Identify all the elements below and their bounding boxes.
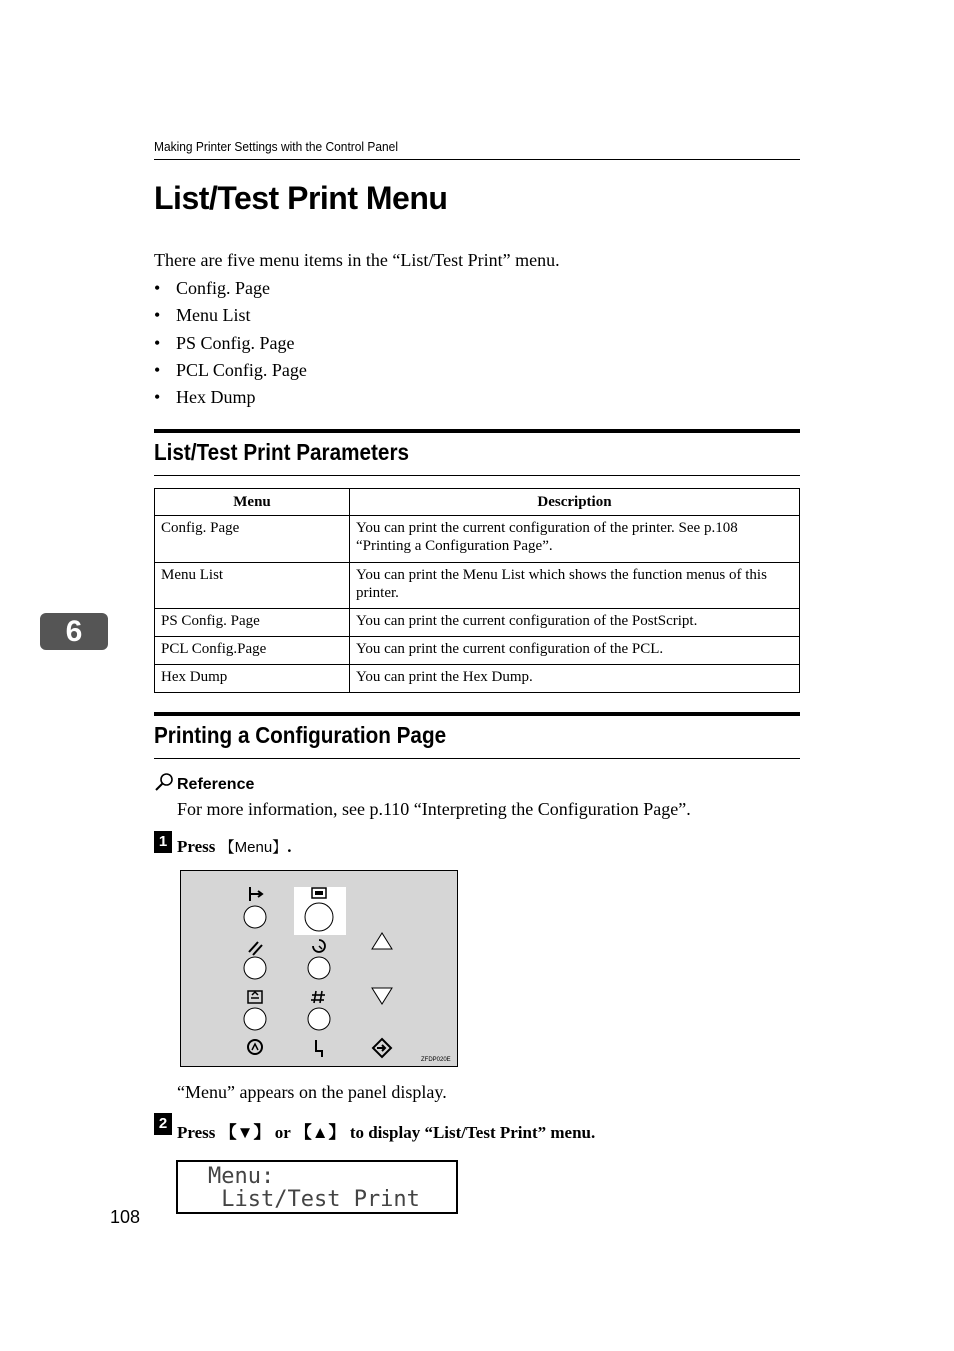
step-1-text: Press 【Menu】. [177, 837, 292, 856]
parameters-table [154, 488, 800, 693]
table-row [155, 563, 800, 609]
table-cell-description: You can print the current configuration of the PCL. [350, 637, 800, 665]
section-rule [154, 429, 800, 433]
table-cell-description: You can print the Menu List which shows the function menus of this printer. [350, 563, 800, 609]
enter-icon [373, 1039, 391, 1057]
online-key [244, 906, 266, 928]
column-header-menu: Menu [155, 489, 350, 516]
page-number: 108 [110, 1207, 141, 1227]
job-reset-icon [313, 940, 325, 952]
power-icon [248, 1040, 262, 1054]
panel-code: ZFDP020E [421, 1057, 451, 1063]
down-key-label: 【▼】 [219, 1123, 271, 1142]
menu-key [305, 903, 333, 931]
page-title: List/Test Print Menu [154, 180, 448, 216]
column-header-description: Description [350, 489, 800, 516]
up-arrow-key [372, 933, 392, 949]
section-rule [154, 712, 800, 716]
section-heading-parameters: List/Test Print Parameters [154, 439, 410, 465]
control-panel-illustration [180, 870, 458, 1067]
step-2-badge: 2 [154, 1113, 172, 1135]
number-key [308, 1008, 330, 1030]
table-row [155, 609, 800, 637]
table-cell-menu: Menu List [155, 563, 350, 609]
panel-keys [244, 903, 392, 1030]
number-icon [311, 991, 325, 1003]
list-item: • Hex Dump [154, 387, 256, 408]
menu-item-list [154, 276, 307, 412]
form-feed-key [244, 1008, 266, 1030]
reference-label: Reference [177, 776, 255, 793]
escape-key [244, 957, 266, 979]
magnifier-icon [154, 772, 174, 792]
step-2-text: Press 【▼】 or 【▲】 to display “List/Test Print” menu. [177, 1123, 596, 1142]
section-underline [154, 758, 800, 759]
section-heading-config-page: Printing a Configuration Page [154, 722, 447, 748]
intro-text: There are five menu items in the “List/Test Print” menu. [154, 250, 560, 270]
header-rule [154, 159, 800, 160]
escape-icon [249, 942, 262, 955]
table-row [155, 516, 800, 563]
table-cell-description: You can print the current configuration of the PostScript. [350, 609, 800, 637]
down-arrow-key [372, 988, 392, 1004]
step-1-badge: 1 [154, 831, 172, 853]
list-item: • PCL Config. Page [154, 359, 307, 380]
form-feed-icon [248, 991, 262, 1003]
list-item: • PS Config. Page [154, 332, 295, 353]
step-1-note: “Menu” appears on the panel display. [177, 1082, 447, 1102]
section-underline [154, 475, 800, 476]
table-cell-menu: PCL Config.Page [155, 637, 350, 665]
lcd-line-2: List/Test Print [208, 1187, 420, 1212]
table-row [155, 637, 800, 665]
table-cell-description: You can print the Hex Dump. [350, 665, 800, 693]
table-cell-description: You can print the current configuration of the printer. See p.108 “Printing a Configuration Page”. [350, 516, 800, 563]
lcd-display [176, 1160, 458, 1214]
reference-text: For more information, see p.110 “Interpreting the Configuration Page”. [177, 799, 691, 819]
running-head: Making Printer Settings with the Control Panel [154, 139, 398, 154]
table-cell-menu: PS Config. Page [155, 609, 350, 637]
table-header-row [155, 489, 800, 516]
online-icon [250, 887, 262, 901]
up-key-label: 【▲】 [294, 1123, 346, 1142]
job-reset-key [308, 957, 330, 979]
menu-key-label: 【Menu】 [219, 839, 288, 856]
chapter-tab: 6 [40, 613, 108, 650]
lcd-line-1: Menu: [208, 1164, 275, 1189]
table-cell-menu: Config. Page [155, 516, 350, 563]
data-in-icon [316, 1040, 322, 1057]
table-cell-menu: Hex Dump [155, 665, 350, 693]
table-row [155, 665, 800, 693]
list-item: • Menu List [154, 305, 251, 326]
list-item: • Config. Page [154, 278, 270, 298]
